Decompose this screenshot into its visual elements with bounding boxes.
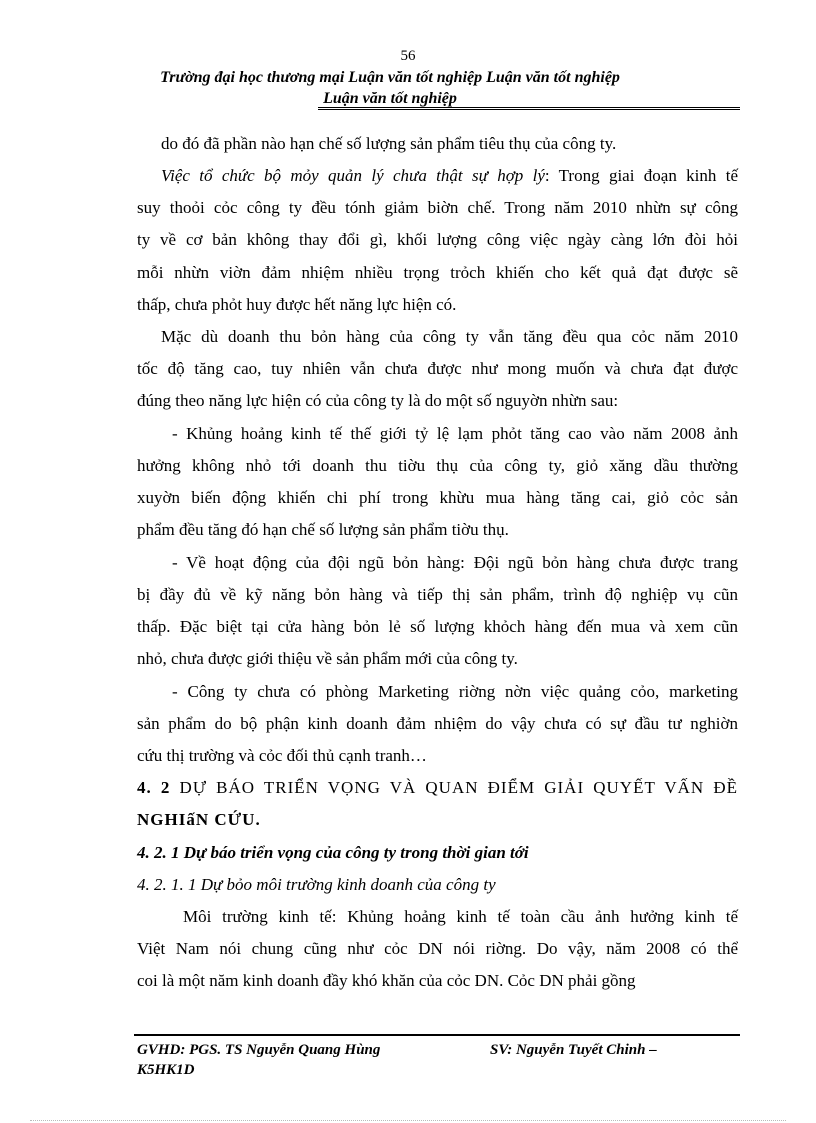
body-line: tốc độ tăng cao, tuy nhiên vẫn chưa được như mong muốn và chưa đạt được [137,359,738,378]
body-line: ty về cơ bản không thay đổi gì, khối lượng công việc ngày càng lớn đòi hỏi [137,230,738,249]
italic-lead: Việc tổ chức bộ mỏy quản lý chưa thật sự hợp lý [161,166,545,185]
body-line: mỗi nhừn viờn đảm nhiệm nhiều trọng trỏch khiến cho kết quả đạt được sẽ [137,263,738,282]
header-rule [318,107,740,110]
body-line: Mặc dù doanh thu bỏn hàng của công ty vẫn tăng đều qua cỏc năm 2010 [161,327,738,346]
body-line: thấp, chưa phỏt huy được hết năng lực hiện có. [137,295,457,314]
footer-class: K5HK1D [137,1062,195,1078]
body-line: - Về hoạt động của đội ngũ bỏn hàng: Đội ngũ bỏn hàng chưa được trang [172,553,738,572]
body-line: cứu thị trường và cỏc đối thủ cạnh tranh… [137,746,427,765]
body-line: đúng theo năng lực hiện có của công ty là do một số nguyờn nhừn sau: [137,391,619,410]
body-line: sản phẩm do bộ phận kinh doanh đảm nhiệm do vậy chưa có sự đầu tư nghiờn [137,714,738,733]
subsubsection-heading: 4. 2. 1. 1 Dự bỏo môi trường kinh doanh của công ty [137,875,496,894]
body-line: - Công ty chưa có phòng Marketing riờng nờn việc quảng cỏo, marketing [172,682,738,701]
header-line-1: Trường đại học thương mại Luận văn tốt nghiệp Luận văn tốt nghiệp [160,69,620,86]
footer-rule [134,1034,740,1036]
body-line: thấp. Đặc biệt tại cửa hàng bỏn lẻ số lượng khỏch hàng đến mua và xem cũn [137,617,738,636]
body-line: xuyờn biến động khiến chi phí trong khừu mua hàng tăng cai, giỏ cỏc sản [137,488,738,507]
body-line: nhỏ, chưa được giới thiệu về sản phẩm mới của công ty. [137,649,518,668]
body-line: phẩm đều tăng đó hạn chế số lượng sản phẩm tiờu thụ. [137,520,509,539]
body-line: suy thoỏi cỏc công ty đều tónh giảm biờn chế. Trong năm 2010 nhừn sự công [137,198,738,217]
page-edge-divider [30,1120,786,1121]
section-heading [137,777,738,799]
body-line [161,165,738,187]
body-line: - Khủng hoảng kinh tế thế giới tỷ lệ lạm phỏt tăng cao vào năm 2008 ảnh [172,424,738,443]
footer-student: SV: Nguyễn Tuyết Chinh – [490,1042,657,1058]
body-line: do đó đã phần nào hạn chế số lượng sản phẩm tiêu thụ của công ty. [161,134,617,153]
body-line: hưởng không nhỏ tới doanh thu tiờu thụ của công ty, giỏ xăng dầu thường [137,456,738,475]
header-line-2: Luận văn tốt nghiệp [323,90,457,107]
body-line: coi là một năm kinh doanh đầy khó khăn của cỏc DN. Cỏc DN phải gồng [137,971,636,990]
body-text: : Trong giai đoạn kinh tế [544,166,738,185]
section-heading-cont: NGHIấN CỨU. [137,810,261,829]
footer-advisor: GVHD: PGS. TS Nguyễn Quang Hùng [137,1042,381,1058]
body-line: Môi trường kinh tế: Khủng hoảng kinh tế toàn cầu ảnh hưởng kinh tế [183,907,738,926]
section-title: DỰ BÁO TRIỂN VỌNG VÀ QUAN ĐIỂM GIẢI QUYẾT VẤN ĐỀ [170,778,739,797]
page-number: 56 [400,48,416,64]
section-number: 4. 2 [137,778,171,797]
subsection-heading: 4. 2. 1 Dự báo triển vọng của công ty trong thời gian tới [137,843,529,862]
body-line: bị đầy đủ về kỹ năng bỏn hàng và tiếp thị sản phẩm, trình độ nghiệp vụ cũn [137,585,738,604]
body-line: Việt Nam nói chung cũng như cỏc DN nói riờng. Do vậy, năm 2008 có thể [137,939,738,958]
